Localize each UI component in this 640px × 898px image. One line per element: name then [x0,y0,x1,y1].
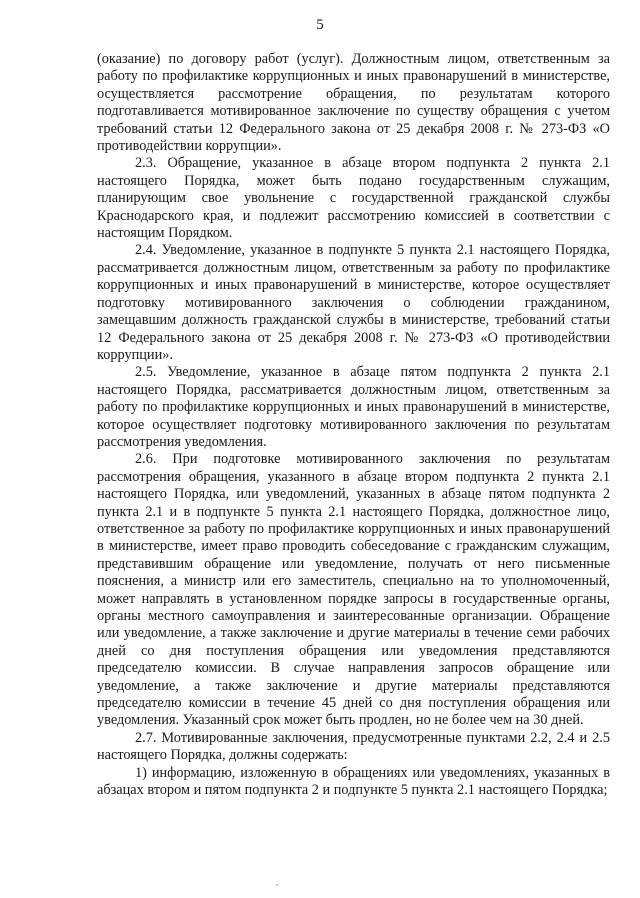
paragraph-2-4: 2.4. Уведомление, указанное в подпункте 5 пункта 2.1 настоящего Порядка, рассматривается должностным лицом, ответственным за работу по профилактике коррупционных и иных правонарушений в министерстве, которое осуществляет подготовку мотивированного заключения о соблюдении гражданином, замещавшим должность гражданской службы в министерстве, требований статьи 12 Федерального закона от 25 декабря 2008 г. № 273-ФЗ «О противодействии коррупции». [97,242,610,363]
paragraph-continuation: (оказание) по договору работ (услуг). Должностным лицом, ответственным за работу по профилактике коррупционных и иных правонарушений в министерстве, осуществляется рассмотрение обращения, по результатам которого подготавливается мотивированное заключение по существу обращения с учетом требований статьи 12 Федерального закона от 25 декабря 2008 г. № 273-ФЗ «О противодействии коррупции». [97,51,610,155]
paragraph-2-6: 2.6. При подготовке мотивированного заключения по результатам рассмотрения обращения, указанного в абзаце втором подпункта 2 пункта 2.1 настоящего Порядка, или уведомлений, указанных в абзаце пятом подпункта 2 пункта 2.1 и в подпункте 5 пункта 2.1 настоящего Порядка, должностное лицо, ответственное за работу по профилактике коррупционных и иных правонарушений в министерстве, имеет право проводить собеседование с гражданским служащим, представившим обращение или уведомление, получать от него письменные пояснения, а министр или его заместитель, специально на то уполномоченный, может направлять в установленном порядке запросы в государственные органы, органы местного самоуправления и заинтересованные организации. Обращение или уведомление, а также заключение и другие материалы в течение семи рабочих дней со дня поступления обращения или уведомления представляются председателю комиссии. В случае направления запросов обращение или уведомление, а также заключение и другие материалы представляются председателю комиссии в течение 45 дней со дня поступления обращения или уведомления. Указанный срок может быть продлен, но не более чем на 30 дней. [97,451,610,729]
paragraph-2-7-item-1: 1) информацию, изложенную в обращениях или уведомлениях, указанных в абзацах втором и пятом подпункта 2 и подпункте 5 пункта 2.1 настоящего Порядка; [97,764,610,799]
document-body [97,51,610,799]
scan-artifact-dot [276,884,278,886]
page-number: 5 [316,17,324,33]
paragraph-2-3: 2.3. Обращение, указанное в абзаце втором подпункта 2 пункта 2.1 настоящего Порядка, может быть подано государственным служащим, планирующим свое увольнение с государственной гражданской службы Краснодарского края, и подлежит рассмотрению комиссией в соответствии с настоящим Порядком. [97,155,610,242]
paragraph-2-7: 2.7. Мотивированные заключения, предусмотренные пунктами 2.2, 2.4 и 2.5 настоящего Порядка, должны содержать: [97,729,610,764]
paragraph-2-5: 2.5. Уведомление, указанное в абзаце пятом подпункта 2 пункта 2.1 настоящего Порядка, рассматривается должностным лицом, ответственным за работу по профилактике коррупционных и иных правонарушений в министерстве, которое осуществляет подготовку мотивированного заключения по результатам рассмотрения уведомления. [97,364,610,450]
